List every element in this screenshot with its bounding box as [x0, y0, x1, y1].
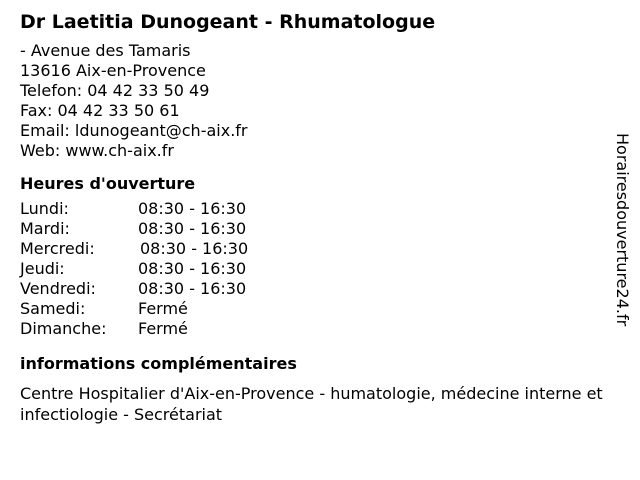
hours-row: [20, 219, 610, 239]
day-hours: 08:30 - 16:30: [138, 259, 247, 278]
day-hours: 08:30 - 16:30: [138, 279, 247, 298]
hours-row: [20, 319, 610, 339]
day-hours: 08:30 - 16:30: [140, 239, 249, 258]
additional-info-heading: informations complémentaires: [20, 354, 297, 373]
additional-info-text: Centre Hospitalier d'Aix-en-Provence - humatologie, médecine interne et infectiologie - Secrétariat: [20, 384, 603, 424]
day-label: Jeudi:: [20, 259, 65, 278]
phone-line: Telefon: 04 42 33 50 49: [20, 81, 210, 100]
page-title: Dr Laetitia Dunogeant - Rhumatologue: [20, 11, 436, 33]
hours-row: [20, 259, 610, 279]
day-hours: 08:30 - 16:30: [138, 219, 247, 238]
hours-row: [20, 299, 610, 319]
email-line: Email: ldunogeant@ch-aix.fr: [20, 121, 248, 140]
site-watermark: Horairesdouverture24.fr: [613, 133, 632, 327]
opening-hours-table: [20, 199, 610, 339]
web-line: Web: www.ch-aix.fr: [20, 141, 174, 160]
day-label: Vendredi:: [20, 279, 96, 298]
day-label: Lundi:: [20, 199, 69, 218]
hours-row: [20, 239, 610, 259]
day-hours: 08:30 - 16:30: [138, 199, 247, 218]
business-card: [20, 10, 610, 425]
address-city: 13616 Aix-en-Provence: [20, 61, 206, 80]
hours-row: [20, 199, 610, 219]
day-hours: Fermé: [138, 319, 188, 338]
hours-row: [20, 279, 610, 299]
day-label: Dimanche:: [20, 319, 107, 338]
day-label: Samedi:: [20, 299, 86, 318]
day-label: Mercredi:: [20, 239, 95, 258]
opening-hours-heading: Heures d'ouverture: [20, 174, 196, 193]
day-label: Mardi:: [20, 219, 70, 238]
fax-line: Fax: 04 42 33 50 61: [20, 101, 180, 120]
address-street: - Avenue des Tamaris: [20, 41, 191, 60]
day-hours: Fermé: [138, 299, 188, 318]
